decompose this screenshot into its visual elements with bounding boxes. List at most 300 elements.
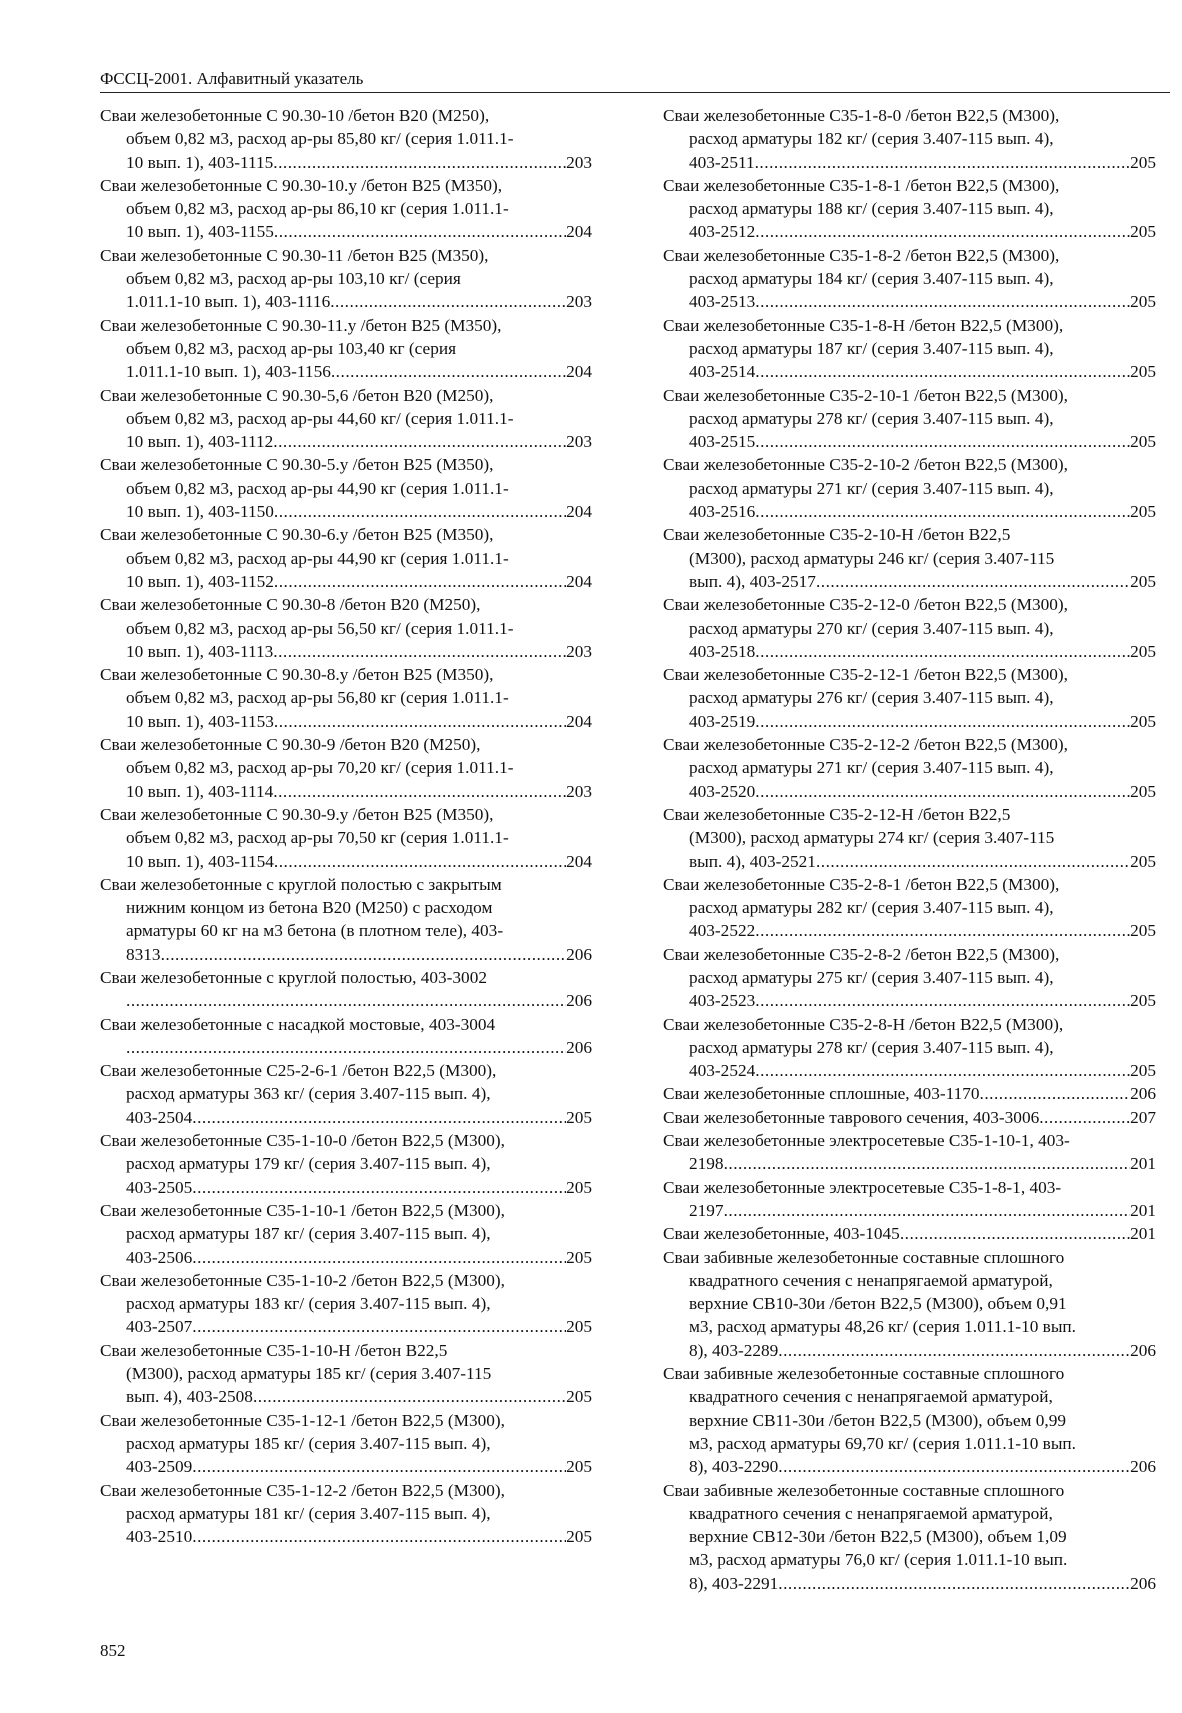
entry-text-line: м3, расход арматуры 76,0 кг/ (серия 1.011.1-10 вып. xyxy=(689,1550,1068,1570)
entry-text-line: квадратного сечения с ненапрягаемой арматурой, xyxy=(689,1387,1053,1407)
page-number: 852 xyxy=(100,1641,126,1660)
dot-leader xyxy=(755,640,1130,663)
dot-leader xyxy=(192,1455,566,1478)
entry-text-line: 10 вып. 1), 403-1112 xyxy=(126,432,274,452)
entry-text-line: расход арматуры 276 кг/ (серия 3.407-115 вып. 4), xyxy=(689,688,1054,708)
entry-page-ref: 205 xyxy=(1130,991,1156,1011)
entry-last-line xyxy=(100,360,592,383)
entry-last-line xyxy=(663,710,1156,733)
entry-text-line: Сваи железобетонные с круглой полостью, 403-3002 xyxy=(100,967,487,987)
index-entry xyxy=(663,1479,1156,1595)
entry-text-line: Сваи железобетонные С 90.30-6.у /бетон В25 (М350), xyxy=(100,525,494,545)
entry-text-line: 403-2515 xyxy=(689,432,756,452)
entry-text-line: 403-2507 xyxy=(126,1317,193,1337)
index-column-right xyxy=(663,104,1156,1595)
entry-text-line: Сваи железобетонные С25-2-6-1 /бетон В22,5 (М300), xyxy=(100,1061,497,1081)
entry-text-line: Сваи железобетонные таврового сечения, 403-3006 xyxy=(663,1107,1040,1127)
dot-leader xyxy=(273,151,566,174)
dot-leader xyxy=(778,1572,1130,1595)
dot-leader xyxy=(755,989,1130,1012)
entry-text-line: Сваи забивные железобетонные составные сплошного xyxy=(663,1247,1065,1267)
entry-last-line xyxy=(663,360,1156,383)
entry-text-line: объем 0,82 м3, расход ар-ры 70,20 кг/ (серия 1.011.1- xyxy=(126,758,514,778)
entry-last-line xyxy=(100,570,592,593)
dot-leader xyxy=(192,1525,566,1548)
entry-last-line xyxy=(663,850,1156,873)
entry-text-line: 10 вып. 1), 403-1150 xyxy=(126,502,274,522)
entry-page-ref: 205 xyxy=(566,1457,592,1477)
dot-leader xyxy=(331,360,566,383)
entry-text-line: квадратного сечения с ненапрягаемой арматурой, xyxy=(689,1270,1053,1290)
dot-leader xyxy=(253,1385,566,1408)
header-title: ФССЦ-2001. Алфавитный указатель xyxy=(100,69,364,88)
entry-last-line xyxy=(100,1385,592,1408)
index-entry xyxy=(663,1082,1156,1105)
entry-text-line: Сваи железобетонные С35-1-8-1 /бетон В22,5 (М300), xyxy=(663,175,1060,195)
entry-last-line xyxy=(663,1222,1156,1245)
entry-last-line xyxy=(100,1106,592,1129)
dot-leader xyxy=(755,360,1130,383)
entry-last-line xyxy=(663,1199,1156,1222)
index-entry xyxy=(100,384,592,454)
entry-last-line xyxy=(100,850,592,873)
entry-page-ref: 203 xyxy=(566,641,592,661)
entry-text-line: Сваи железобетонные с насадкой мостовые, 403-3004 xyxy=(100,1014,496,1034)
entry-text-line: Сваи железобетонные С35-1-10-0 /бетон В22,5 (М300), xyxy=(100,1131,505,1151)
entry-page-ref: 204 xyxy=(566,502,592,522)
entry-last-line xyxy=(663,430,1156,453)
index-entry xyxy=(663,1362,1156,1478)
dot-leader xyxy=(126,989,566,1012)
entry-text-line: Сваи железобетонные С35-2-8-1 /бетон В22,5 (М300), xyxy=(663,874,1060,894)
entry-text-line: расход арматуры 278 кг/ (серия 3.407-115 вып. 4), xyxy=(689,408,1054,428)
dot-leader xyxy=(816,850,1130,873)
entry-text-line: расход арматуры 182 кг/ (серия 3.407-115 вып. 4), xyxy=(689,129,1054,149)
entry-last-line xyxy=(100,710,592,733)
dot-leader xyxy=(755,1059,1130,1082)
entry-page-ref: 205 xyxy=(1130,502,1156,522)
index-entry xyxy=(100,1059,592,1129)
entry-text-line: Сваи железобетонные С 90.30-8 /бетон В20 (М250), xyxy=(100,595,481,615)
index-entry xyxy=(663,733,1156,803)
entry-page-ref: 205 xyxy=(1130,1061,1156,1081)
entry-last-line xyxy=(100,1525,592,1548)
entry-text-line: 403-2514 xyxy=(689,362,756,382)
entry-text-line: Сваи железобетонные С35-2-12-0 /бетон В22,5 (М300), xyxy=(663,595,1068,615)
entry-text-line: расход арматуры 187 кг/ (серия 3.407-115 вып. 4), xyxy=(126,1224,491,1244)
dot-leader xyxy=(192,1176,566,1199)
dot-leader xyxy=(273,640,566,663)
entry-text-line: 403-2519 xyxy=(689,711,756,731)
dot-leader xyxy=(274,850,566,873)
entry-last-line xyxy=(663,290,1156,313)
dot-leader xyxy=(192,1106,566,1129)
entry-page-ref: 206 xyxy=(566,944,592,964)
entry-last-line xyxy=(663,570,1156,593)
entry-page-ref: 206 xyxy=(1130,1573,1156,1593)
dot-leader xyxy=(755,919,1130,942)
entry-text-line: Сваи железобетонные С35-2-12-2 /бетон В22,5 (М300), xyxy=(663,735,1068,755)
entry-text-line: Сваи железобетонные С35-1-12-2 /бетон В22,5 (М300), xyxy=(100,1480,505,1500)
index-entry xyxy=(100,244,592,314)
entry-text-line: Сваи железобетонные С 90.30-10 /бетон В20 (М250), xyxy=(100,106,490,125)
entry-last-line xyxy=(663,1455,1156,1478)
entry-text-line: объем 0,82 м3, расход ар-ры 70,50 кг (серия 1.011.1- xyxy=(126,828,509,848)
index-entry xyxy=(100,453,592,523)
entry-page-ref: 205 xyxy=(566,1387,592,1407)
entry-text-line: 10 вып. 1), 403-1155 xyxy=(126,222,274,242)
entry-page-ref: 203 xyxy=(566,292,592,312)
page-header xyxy=(100,68,1170,93)
entry-page-ref: 205 xyxy=(1130,152,1156,172)
entry-text-line: 1.011.1-10 вып. 1), 403-1116 xyxy=(126,292,331,312)
entry-text-line: 10 вып. 1), 403-1115 xyxy=(126,152,274,172)
index-entry xyxy=(663,593,1156,663)
entry-text-line: верхние СВ12-30и /бетон В22,5 (М300), объем 1,09 xyxy=(689,1527,1067,1547)
entry-last-line xyxy=(100,640,592,663)
entry-last-line xyxy=(663,1152,1156,1175)
entry-last-line xyxy=(663,989,1156,1012)
entry-page-ref: 205 xyxy=(1130,292,1156,312)
entry-last-line xyxy=(100,1036,592,1059)
dot-leader xyxy=(724,1199,1131,1222)
entry-text-line: 403-2505 xyxy=(126,1177,193,1197)
entry-last-line xyxy=(663,1572,1156,1595)
dot-leader xyxy=(980,1082,1131,1105)
dot-leader xyxy=(755,780,1130,803)
index-entry xyxy=(100,174,592,244)
entry-text-line: расход арматуры 183 кг/ (серия 3.407-115 вып. 4), xyxy=(126,1294,491,1314)
dot-leader xyxy=(755,290,1130,313)
dot-leader xyxy=(330,290,566,313)
entry-last-line xyxy=(100,1176,592,1199)
entry-last-line xyxy=(663,1082,1156,1105)
entry-page-ref: 205 xyxy=(1130,711,1156,731)
entry-text-line: объем 0,82 м3, расход ар-ры 44,90 кг (серия 1.011.1- xyxy=(126,548,509,568)
entry-text-line: расход арматуры 179 кг/ (серия 3.407-115 вып. 4), xyxy=(126,1154,491,1174)
entry-text-line: Сваи железобетонные С35-1-12-1 /бетон В22,5 (М300), xyxy=(100,1410,505,1430)
entry-last-line xyxy=(100,500,592,523)
entry-page-ref: 203 xyxy=(566,152,592,172)
dot-leader xyxy=(126,1036,566,1059)
entry-last-line xyxy=(663,1339,1156,1362)
dot-leader xyxy=(778,1339,1130,1362)
entry-text-line: 8313 xyxy=(126,944,161,964)
entry-text-line: Сваи железобетонные С35-2-12-Н /бетон В22,5 xyxy=(663,804,1011,824)
index-entry xyxy=(100,733,592,803)
entry-text-line: объем 0,82 м3, расход ар-ры 44,60 кг/ (серия 1.011.1- xyxy=(126,408,514,428)
dot-leader xyxy=(755,220,1130,243)
entry-page-ref: 205 xyxy=(566,1247,592,1267)
entry-text-line: расход арматуры 271 кг/ (серия 3.407-115 вып. 4), xyxy=(689,758,1054,778)
index-entry xyxy=(100,1013,592,1060)
dot-leader xyxy=(274,220,566,243)
index-entry xyxy=(663,1106,1156,1129)
entry-text-line: 403-2522 xyxy=(689,921,756,941)
entry-last-line xyxy=(100,151,592,174)
entry-text-line: Сваи железобетонные С 90.30-5.у /бетон В25 (М350), xyxy=(100,455,494,475)
entry-page-ref: 205 xyxy=(1130,781,1156,801)
entry-page-ref: 204 xyxy=(566,222,592,242)
entry-text-line: Сваи железобетонные С35-1-8-Н /бетон В22,5 (М300), xyxy=(663,315,1064,335)
entry-text-line: 10 вып. 1), 403-1153 xyxy=(126,711,274,731)
entry-last-line xyxy=(100,1315,592,1338)
entry-text-line: (М300), расход арматуры 274 кг/ (серия 3.407-115 xyxy=(689,828,1055,848)
dot-leader xyxy=(274,500,566,523)
entry-text-line: расход арматуры 270 кг/ (серия 3.407-115 вып. 4), xyxy=(689,618,1054,638)
entry-page-ref: 206 xyxy=(1130,1084,1156,1104)
index-entry xyxy=(663,1246,1156,1362)
entry-page-ref: 207 xyxy=(1130,1107,1156,1127)
entry-text-line: объем 0,82 м3, расход ар-ры 85,80 кг/ (серия 1.011.1- xyxy=(126,129,514,149)
entry-page-ref: 206 xyxy=(1130,1457,1156,1477)
dot-leader xyxy=(755,710,1130,733)
entry-page-ref: 203 xyxy=(566,432,592,452)
index-entry xyxy=(663,1129,1156,1176)
entry-text-line: (М300), расход арматуры 246 кг/ (серия 3.407-115 xyxy=(689,548,1055,568)
index-entry xyxy=(663,873,1156,943)
entry-page-ref: 204 xyxy=(566,711,592,731)
entry-text-line: Сваи железобетонные С 90.30-10.у /бетон В25 (М350), xyxy=(100,175,503,195)
entry-text-line: расход арматуры 278 кг/ (серия 3.407-115 вып. 4), xyxy=(689,1037,1054,1057)
index-entry xyxy=(100,1479,592,1549)
entry-text-line: 403-2520 xyxy=(689,781,756,801)
index-entry xyxy=(100,593,592,663)
index-column-left xyxy=(100,104,592,1548)
entry-text-line: квадратного сечения с ненапрягаемой арматурой, xyxy=(689,1503,1053,1523)
entry-text-line: Сваи железобетонные С35-1-10-2 /бетон В22,5 (М300), xyxy=(100,1270,505,1290)
index-entry xyxy=(100,873,592,966)
entry-text-line: Сваи железобетонные С 90.30-9.у /бетон В25 (М350), xyxy=(100,804,494,824)
entry-last-line xyxy=(663,1106,1156,1129)
entry-text-line: Сваи забивные железобетонные составные сплошного xyxy=(663,1480,1065,1500)
entry-text-line: объем 0,82 м3, расход ар-ры 103,10 кг/ (серия xyxy=(126,269,461,289)
entry-text-line: 1.011.1-10 вып. 1), 403-1156 xyxy=(126,362,331,382)
entry-text-line: 403-2506 xyxy=(126,1247,193,1267)
entry-page-ref: 204 xyxy=(566,851,592,871)
dot-leader xyxy=(274,710,566,733)
entry-page-ref: 201 xyxy=(1130,1154,1156,1174)
entry-page-ref: 203 xyxy=(566,781,592,801)
entry-text-line: расход арматуры 271 кг/ (серия 3.407-115 вып. 4), xyxy=(689,478,1054,498)
entry-last-line xyxy=(100,430,592,453)
entry-last-line xyxy=(663,640,1156,663)
index-entry xyxy=(663,104,1156,174)
entry-text-line: расход арматуры 188 кг/ (серия 3.407-115 вып. 4), xyxy=(689,199,1054,219)
entry-text-line: Сваи железобетонные С35-1-8-2 /бетон В22,5 (М300), xyxy=(663,245,1060,265)
index-entry xyxy=(663,943,1156,1013)
entry-text-line: 403-2516 xyxy=(689,502,756,522)
dot-leader xyxy=(816,570,1130,593)
entry-text-line: 403-2518 xyxy=(689,641,756,661)
dot-leader xyxy=(755,151,1130,174)
entry-text-line: Сваи железобетонные С35-1-8-0 /бетон В22,5 (М300), xyxy=(663,106,1060,125)
entry-page-ref: 206 xyxy=(566,991,592,1011)
index-entry xyxy=(663,314,1156,384)
dot-leader xyxy=(1039,1106,1130,1129)
entry-page-ref: 206 xyxy=(1130,1340,1156,1360)
entry-text-line: 8), 403-2290 xyxy=(689,1457,779,1477)
entry-last-line xyxy=(663,1059,1156,1082)
entry-text-line: вып. 4), 403-2517 xyxy=(689,571,816,591)
entry-text-line: Сваи железобетонные С35-1-10-1 /бетон В22,5 (М300), xyxy=(100,1200,505,1220)
dot-leader xyxy=(778,1455,1130,1478)
entry-text-line: вып. 4), 403-2521 xyxy=(689,851,816,871)
entry-text-line: Сваи железобетонные С35-2-12-1 /бетон В22,5 (М300), xyxy=(663,665,1068,685)
index-entry xyxy=(100,1199,592,1269)
index-entry xyxy=(100,523,592,593)
index-entry xyxy=(100,1339,592,1409)
entry-text-line: Сваи железобетонные С35-2-10-Н /бетон В22,5 xyxy=(663,525,1011,545)
entry-text-line: арматуры 60 кг на м3 бетона (в плотном теле), 403- xyxy=(126,921,504,941)
entry-text-line: Сваи железобетонные С 90.30-8.у /бетон В25 (М350), xyxy=(100,665,494,685)
entry-last-line xyxy=(100,290,592,313)
entry-last-line xyxy=(100,943,592,966)
entry-text-line: Сваи железобетонные электросетевые С35-1-8-1, 403- xyxy=(663,1177,1062,1197)
index-entry xyxy=(663,1013,1156,1083)
entry-last-line xyxy=(663,500,1156,523)
dot-leader xyxy=(724,1152,1131,1175)
entry-text-line: 403-2523 xyxy=(689,991,756,1011)
entry-text-line: 403-2510 xyxy=(126,1527,193,1547)
entry-text-line: Сваи железобетонные С 90.30-11 /бетон В25 (М350), xyxy=(100,245,489,265)
entry-text-line: Сваи железобетонные С 90.30-11.у /бетон В25 (М350), xyxy=(100,315,502,335)
entry-text-line: Сваи железобетонные электросетевые С35-1-10-1, 403- xyxy=(663,1131,1070,1151)
entry-text-line: 8), 403-2291 xyxy=(689,1573,779,1593)
index-entry xyxy=(100,314,592,384)
entry-page-ref: 205 xyxy=(566,1107,592,1127)
entry-last-line xyxy=(100,220,592,243)
entry-page-ref: 205 xyxy=(1130,641,1156,661)
entry-text-line: расход арматуры 181 кг/ (серия 3.407-115 вып. 4), xyxy=(126,1503,491,1523)
entry-last-line xyxy=(100,1246,592,1269)
entry-text-line: Сваи забивные железобетонные составные сплошного xyxy=(663,1364,1065,1384)
index-entry xyxy=(100,966,592,1013)
entry-text-line: Сваи железобетонные С 90.30-5,6 /бетон В20 (М250), xyxy=(100,385,494,405)
entry-text-line: Сваи железобетонные С 90.30-9 /бетон В20 (М250), xyxy=(100,735,481,755)
dot-leader xyxy=(192,1246,566,1269)
entry-text-line: 403-2512 xyxy=(689,222,756,242)
entry-last-line xyxy=(663,919,1156,942)
dot-leader xyxy=(273,430,566,453)
index-entry xyxy=(663,384,1156,454)
index-entry xyxy=(663,453,1156,523)
entry-last-line xyxy=(663,220,1156,243)
entry-text-line: расход арматуры 275 кг/ (серия 3.407-115 вып. 4), xyxy=(689,967,1054,987)
entry-page-ref: 205 xyxy=(1130,432,1156,452)
entry-text-line: 10 вып. 1), 403-1154 xyxy=(126,851,274,871)
entry-text-line: 403-2524 xyxy=(689,1061,756,1081)
entry-text-line: 403-2513 xyxy=(689,292,756,312)
entry-text-line: объем 0,82 м3, расход ар-ры 103,40 кг (серия xyxy=(126,338,457,358)
index-entry xyxy=(100,1269,592,1339)
entry-page-ref: 204 xyxy=(566,362,592,382)
entry-text-line: расход арматуры 184 кг/ (серия 3.407-115 вып. 4), xyxy=(689,269,1054,289)
entry-text-line: Сваи железобетонные С35-2-10-2 /бетон В22,5 (М300), xyxy=(663,455,1068,475)
entry-text-line: 403-2504 xyxy=(126,1107,193,1127)
entry-text-line: расход арматуры 187 кг/ (серия 3.407-115 вып. 4), xyxy=(689,338,1054,358)
entry-text-line: расход арматуры 282 кг/ (серия 3.407-115 вып. 4), xyxy=(689,898,1054,918)
entry-text-line: объем 0,82 м3, расход ар-ры 56,80 кг (серия 1.011.1- xyxy=(126,688,509,708)
dot-leader xyxy=(755,500,1130,523)
entry-page-ref: 201 xyxy=(1130,1200,1156,1220)
index-entry xyxy=(100,1129,592,1199)
dot-leader xyxy=(161,943,567,966)
entry-last-line xyxy=(100,1455,592,1478)
entry-last-line xyxy=(100,989,592,1012)
entry-text-line: Сваи железобетонные с круглой полостью с закрытым xyxy=(100,874,502,894)
entry-page-ref: 205 xyxy=(1130,362,1156,382)
index-entry xyxy=(100,104,592,174)
entry-text-line: 10 вып. 1), 403-1114 xyxy=(126,781,274,801)
entry-text-line: расход арматуры 363 кг/ (серия 3.407-115 вып. 4), xyxy=(126,1084,491,1104)
dot-leader xyxy=(274,570,566,593)
entry-page-ref: 204 xyxy=(566,571,592,591)
entry-text-line: вып. 4), 403-2508 xyxy=(126,1387,253,1407)
index-entry xyxy=(663,803,1156,873)
dot-leader xyxy=(273,780,566,803)
index-entry xyxy=(663,244,1156,314)
entry-text-line: Сваи железобетонные С35-2-8-2 /бетон В22,5 (М300), xyxy=(663,944,1060,964)
entry-last-line xyxy=(663,151,1156,174)
entry-text-line: Сваи железобетонные сплошные, 403-1170 xyxy=(663,1084,980,1104)
index-entry xyxy=(663,1222,1156,1245)
entry-page-ref: 206 xyxy=(566,1037,592,1057)
entry-text-line: 2198 xyxy=(689,1154,724,1174)
entry-text-line: м3, расход арматуры 48,26 кг/ (серия 1.011.1-10 вып. xyxy=(689,1317,1077,1337)
entry-page-ref: 205 xyxy=(1130,921,1156,941)
entry-text-line: верхние СВ10-30и /бетон В22,5 (М300), объем 0,91 xyxy=(689,1294,1067,1314)
entry-page-ref: 205 xyxy=(1130,851,1156,871)
entry-last-line xyxy=(100,780,592,803)
entry-text-line: м3, расход арматуры 69,70 кг/ (серия 1.011.1-10 вып. xyxy=(689,1433,1077,1453)
entry-text-line: 10 вып. 1), 403-1113 xyxy=(126,641,274,661)
index-entry xyxy=(663,663,1156,733)
index-entry xyxy=(663,1176,1156,1223)
entry-text-line: объем 0,82 м3, расход ар-ры 56,50 кг/ (серия 1.011.1- xyxy=(126,618,514,638)
dot-leader xyxy=(900,1222,1130,1245)
index-entry xyxy=(100,1409,592,1479)
dot-leader xyxy=(192,1315,566,1338)
entry-text-line: (М300), расход арматуры 185 кг/ (серия 3.407-115 xyxy=(126,1364,492,1384)
index-entry xyxy=(663,523,1156,593)
entry-page-ref: 201 xyxy=(1130,1224,1156,1244)
entry-text-line: 2197 xyxy=(689,1200,724,1220)
entry-text-line: 403-2509 xyxy=(126,1457,193,1477)
entry-text-line: Сваи железобетонные С35-2-8-Н /бетон В22,5 (М300), xyxy=(663,1014,1064,1034)
entry-text-line: объем 0,82 м3, расход ар-ры 86,10 кг (серия 1.011.1- xyxy=(126,199,509,219)
entry-text-line: объем 0,82 м3, расход ар-ры 44,90 кг (серия 1.011.1- xyxy=(126,478,509,498)
entry-page-ref: 205 xyxy=(566,1527,592,1547)
entry-last-line xyxy=(663,780,1156,803)
index-entry xyxy=(100,803,592,873)
entry-text-line: 10 вып. 1), 403-1152 xyxy=(126,571,274,591)
entry-text-line: верхние СВ11-30и /бетон В22,5 (М300), объем 0,99 xyxy=(689,1410,1066,1430)
dot-leader xyxy=(755,430,1130,453)
entry-page-ref: 205 xyxy=(566,1177,592,1197)
index-entry xyxy=(100,663,592,733)
entry-text-line: расход арматуры 185 кг/ (серия 3.407-115 вып. 4), xyxy=(126,1433,491,1453)
index-entry xyxy=(663,174,1156,244)
entry-page-ref: 205 xyxy=(566,1317,592,1337)
entry-text-line: Сваи железобетонные, 403-1045 xyxy=(663,1224,900,1244)
entry-page-ref: 205 xyxy=(1130,571,1156,591)
entry-text-line: 8), 403-2289 xyxy=(689,1340,779,1360)
entry-text-line: 403-2511 xyxy=(689,152,755,172)
entry-text-line: Сваи железобетонные С35-1-10-Н /бетон В22,5 xyxy=(100,1340,448,1360)
entry-page-ref: 205 xyxy=(1130,222,1156,242)
entry-text-line: нижним концом из бетона В20 (М250) с расходом xyxy=(126,898,493,918)
